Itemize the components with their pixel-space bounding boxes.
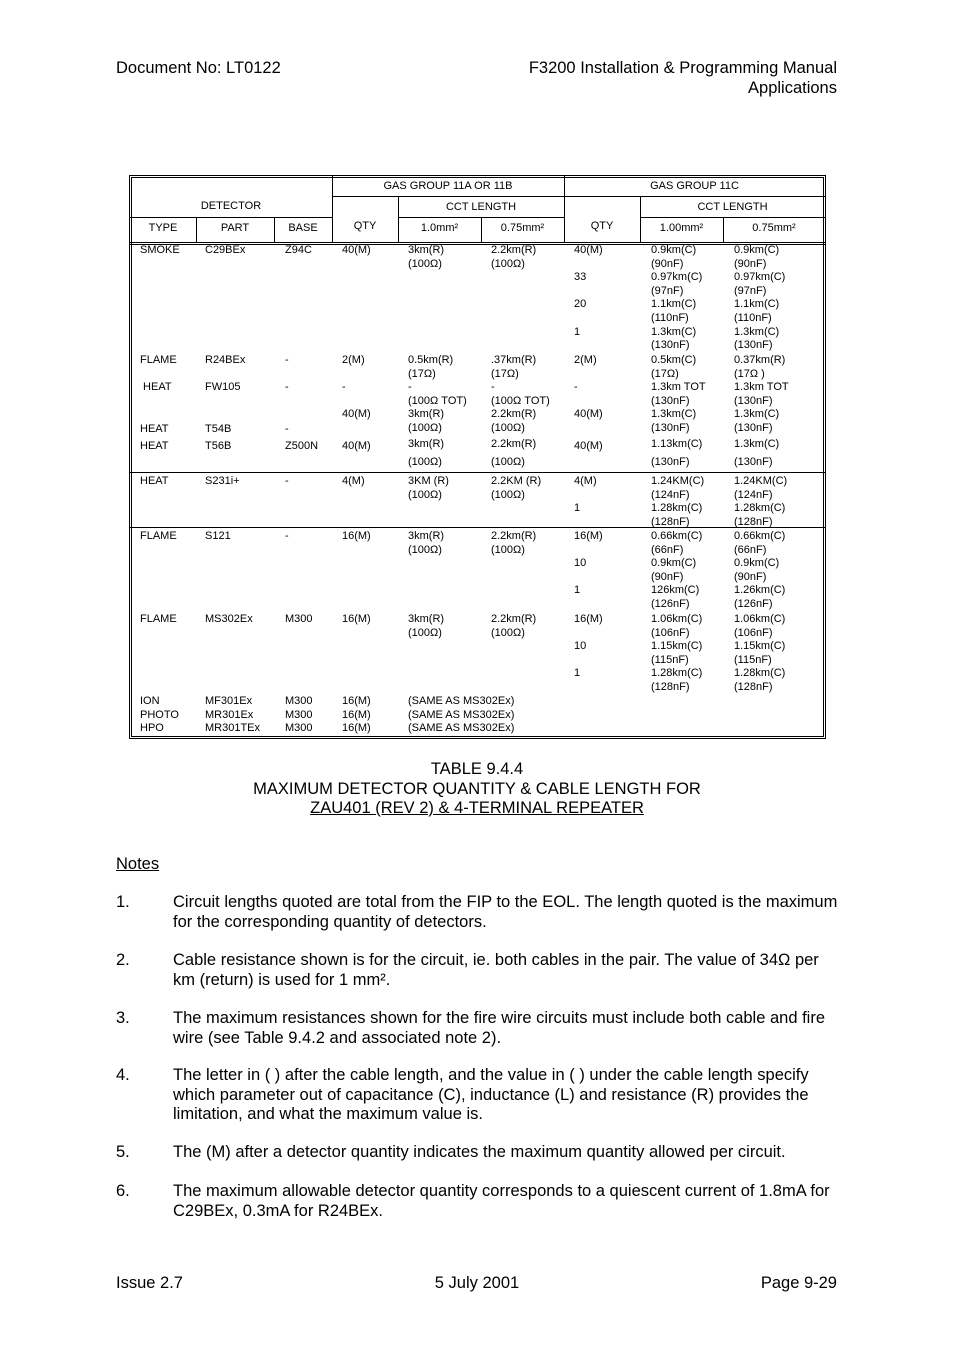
type-cell: HEAT	[140, 440, 169, 452]
type-cell: SMOKE	[140, 244, 180, 256]
qty-a-cell: - 40(M)	[342, 381, 371, 421]
length-a1-cell: 3KM (R) (100Ω)	[408, 475, 449, 501]
length-a1-cell: 3km(R) (100Ω)	[408, 438, 445, 468]
length-c2-cell: 1.3km TOT (130nF) 1.3km(C) (130nF)	[734, 381, 789, 434]
qty-a-cell: 2(M)	[342, 354, 365, 366]
base-cell: -	[285, 354, 289, 366]
document-number: Document No: LT0122	[116, 59, 281, 77]
base-cell: M300 M300 M300	[285, 695, 313, 735]
type-cell: FLAME	[140, 354, 177, 366]
length-a2-cell: .37km(R) (17Ω)	[491, 354, 537, 380]
type-cell: FLAME	[140, 613, 177, 625]
table-subtitle: ZAU401 (REV 2) & 4-TERMINAL REPEATER	[310, 799, 644, 817]
length-a2-cell: 2.2KM (R) (100Ω)	[491, 475, 542, 501]
gas-group-a-header: GAS GROUP 11A OR 11B	[383, 180, 513, 192]
note-text: The letter in ( ) after the cable length, and the value in ( ) under the cable length specify which parameter out of capacitance (C), inductance (L) and resistance (R) provides the limitation, and what the maximum value is.	[173, 1066, 809, 1123]
cct-length-c-header: CCT LENGTH	[697, 201, 768, 213]
base-cell: -	[285, 423, 289, 435]
note-number: 3.	[116, 1009, 130, 1027]
qty-c-cell: 4(M) 1	[574, 475, 597, 515]
base-header: BASE	[288, 222, 318, 234]
type-header: TYPE	[148, 222, 178, 234]
note-number: 4.	[116, 1066, 130, 1084]
note-number: 5.	[116, 1143, 130, 1161]
base-cell: -	[285, 530, 289, 542]
length-a1-cell: 0.5km(R) (17Ω)	[408, 354, 454, 380]
length-a2-cell: 2.2km(R) (100Ω)	[491, 530, 537, 556]
length-a1-cell: - (100Ω TOT) 3km(R) (100Ω)	[408, 381, 467, 434]
part-header: PART	[220, 222, 250, 234]
length-a2-cell: 2.2km(R) (100Ω)	[491, 438, 537, 468]
length-a2-cell: 2.2km(R) (100Ω)	[491, 244, 537, 270]
type-cell: ION PHOTO HPO	[140, 695, 179, 735]
size-0-75-c-header: 0.75mm²	[752, 222, 796, 234]
note-text: The maximum resistances shown for the fire wire circuits must include both cable and fire wire (see Table 9.4.2 and associated note 2).	[173, 1009, 826, 1047]
part-cell: R24BEx	[205, 354, 246, 366]
table-title: MAXIMUM DETECTOR QUANTITY & CABLE LENGTH FOR	[253, 779, 701, 798]
qty-c-cell: 16(M) 10 1	[574, 613, 603, 680]
length-c1-cell: 1.24KM(C) (124nF) 1.28km(C) (128nF)	[651, 475, 705, 528]
type-cell: FLAME	[140, 530, 177, 542]
type-cell: HEAT	[140, 381, 172, 393]
qty-a-cell: 16(M) 16(M) 16(M)	[342, 695, 371, 735]
gas-group-c-header: GAS GROUP 11C	[650, 180, 739, 192]
qty-a-cell: 16(M)	[342, 613, 371, 625]
length-c1-cell: 0.9km(C) (90nF) 0.97km(C) (97nF) 1.1km(C) (110nF) 1.3km(C) (130nF)	[651, 244, 703, 352]
note-text: The (M) after a detector quantity indicates the maximum quantity allowed per circuit.	[173, 1143, 786, 1161]
note-text: Circuit lengths quoted are total from the FIP to the EOL. The length quoted is the maximum for the corresponding quantity of detectors.	[173, 893, 838, 931]
detector-table	[129, 175, 826, 739]
detector-header: DETECTOR	[200, 200, 262, 212]
section-name: Applications	[748, 79, 837, 97]
length-c2-cell: 0.9km(C) (90nF) 0.97km(C) (97nF) 1.1km(C) (110nF) 1.3km(C) (130nF)	[734, 244, 786, 352]
length-c2-cell: 1.3km(C) (130nF)	[734, 438, 780, 468]
length-a2-cell: - (100Ω TOT) 2.2km(R) (100Ω)	[491, 381, 550, 434]
size-1-0-a-header: 1.0mm²	[420, 222, 459, 234]
manual-title: F3200 Installation & Programming Manual	[528, 59, 837, 77]
length-a2-cell: 2.2km(R) (100Ω)	[491, 613, 537, 639]
qty-c-cell: 2(M)	[574, 354, 597, 366]
qty-c-cell: 40(M)	[574, 440, 603, 452]
part-cell: T56B	[205, 440, 232, 452]
base-cell: M300	[285, 613, 313, 625]
note-number: 2.	[116, 951, 130, 969]
notes-heading: Notes	[116, 855, 160, 873]
length-c1-cell: 1.3km TOT (130nF) 1.3km(C) (130nF)	[651, 381, 706, 434]
length-a1-cell: 3km(R) (100Ω)	[408, 613, 445, 639]
table-caption	[0, 760, 954, 819]
note-text: The maximum allowable detector quantity corresponds to a quiescent current of 1.8mA for C29BEx, 0.3mA for R24BEx.	[173, 1182, 830, 1220]
part-cell: MF301Ex MR301Ex MR301TEx	[205, 695, 261, 735]
note-text: Cable resistance shown is for the circuit, ie. both cables in the pair. The value of 34Ω per km (return) is used for 1 mm².	[173, 951, 819, 989]
cct-length-a-header: CCT LENGTH	[445, 201, 517, 213]
part-cell: T54B	[205, 423, 232, 435]
length-c1-cell: 1.06km(C) (106nF) 1.15km(C) (115nF) 1.28km(C) (128nF)	[651, 613, 703, 693]
issue-number: Issue 2.7	[116, 1274, 183, 1292]
base-cell: -	[285, 381, 289, 393]
type-cell: HEAT	[140, 475, 169, 487]
qty-c-cell: - 40(M)	[574, 381, 603, 421]
length-a1-cell: (SAME AS MS302Ex) (SAME AS MS302Ex) (SAME AS MS302Ex)	[408, 695, 515, 735]
size-0-75-a-header: 0.75mm²	[500, 222, 545, 234]
length-c2-cell: 0.66km(C) (66nF) 0.9km(C) (90nF) 1.26km(C) (126nF)	[734, 530, 786, 610]
length-c1-cell: 0.5km(C) (17Ω)	[651, 354, 697, 380]
qty-a-cell: 40(M)	[342, 244, 371, 256]
part-cell: S231i+	[205, 475, 240, 487]
type-cell: HEAT	[140, 423, 169, 435]
part-cell: FW105	[205, 381, 241, 393]
base-cell: Z500N	[285, 440, 319, 452]
note-number: 6.	[116, 1182, 130, 1200]
base-cell: -	[285, 475, 289, 487]
length-a1-cell: 3km(R) (100Ω)	[408, 244, 445, 270]
length-a1-cell: 3km(R) (100Ω)	[408, 530, 445, 556]
qty-a-cell: 40(M)	[342, 440, 371, 452]
length-c1-cell: 0.66km(C) (66nF) 0.9km(C) (90nF) 126km(C) (126nF)	[651, 530, 703, 610]
manual-title-block	[529, 58, 837, 98]
length-c2-cell: 0.37km(R) (17Ω )	[734, 354, 786, 380]
qty-a-cell: 16(M)	[342, 530, 371, 542]
qty-c-cell: 40(M) 33 20 1	[574, 244, 603, 338]
length-c2-cell: 1.24KM(C) (124nF) 1.28km(C) (128nF)	[734, 475, 788, 528]
qty-a-header: QTY	[353, 220, 377, 232]
part-cell: MS302Ex	[205, 613, 253, 625]
page-number: Page 9-29	[760, 1274, 837, 1292]
issue-date: 5 July 2001	[434, 1274, 520, 1292]
base-cell: Z94C	[285, 244, 312, 256]
qty-a-cell: 4(M)	[342, 475, 365, 487]
size-1-00-c-header: 1.00mm²	[659, 222, 704, 234]
part-cell: C29BEx	[205, 244, 246, 256]
note-number: 1.	[116, 893, 130, 911]
length-c2-cell: 1.06km(C) (106nF) 1.15km(C) (115nF) 1.28km(C) (128nF)	[734, 613, 786, 693]
table-number: TABLE 9.4.4	[430, 760, 524, 778]
qty-c-header: QTY	[590, 220, 614, 232]
part-cell: S121	[205, 530, 231, 542]
length-c1-cell: 1.13km(C) (130nF)	[651, 438, 703, 468]
qty-c-cell: 16(M) 10 1	[574, 530, 603, 597]
